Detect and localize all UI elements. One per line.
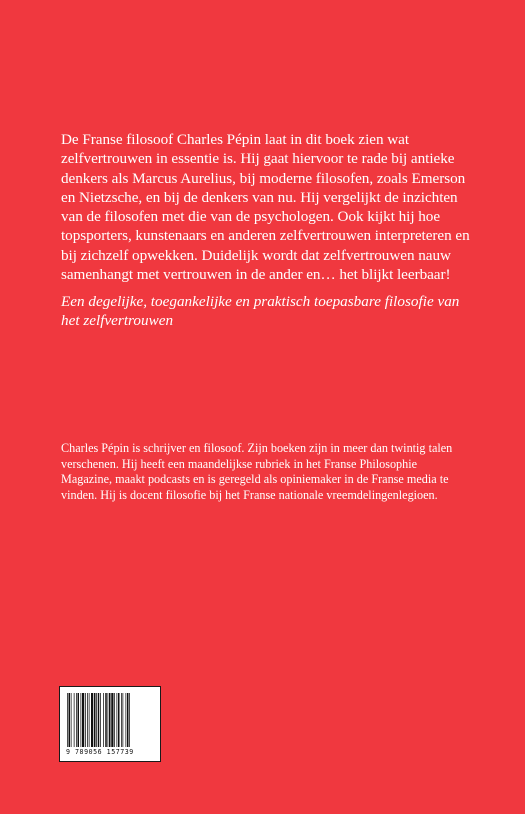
barcode-bar <box>108 693 109 747</box>
barcode-bar <box>71 693 72 747</box>
isbn-barcode <box>59 686 161 762</box>
back-cover-tagline: Een degelijke, toegankelijke en praktisch toepasbare filosofie van het zelfvertrouwen <box>61 293 460 330</box>
barcode-bar <box>85 693 86 747</box>
barcode-bar <box>94 693 96 747</box>
author-bio: Charles Pépin is schrijver en filosoof. Zijn boeken zijn in meer dan twintig talen verschenen. Hij heeft een maandelijkse rubriek in het Franse Philosophie Magazine, maakt podcasts en is geregeld als opiniemaker in de Franse media te vinden. Hij is docent filosofie bij het Franse nationale vreemdelingenlegioen. <box>61 441 453 502</box>
barcode-digits: 9 789056 157739 <box>66 748 134 756</box>
barcode-bar <box>126 693 127 747</box>
barcode-bar <box>74 693 75 747</box>
barcode-bar <box>121 693 122 747</box>
back-cover-blurb: De Franse filosoof Charles Pépin laat in dit boek zien wat zelfvertrouwen in essentie is. Hij gaat hiervoor te rade bij antieke denkers als Marcus Aurelius, bij moderne filosofen, zoals Emerson en Nietzsche, en bij de denkers van nu. Hij vergelijkt de inzichten van de filosofen met die van de psychologen. Ook kijkt hij hoe topsporters, kunstenaars en anderen zelfvertrouwen interpreteren en bij zichzelf opwekken. Duidelijk wordt dat zelfvertrouwen nauw samenhangt met vertrouwen in de ander en… het blijkt leerbaar! <box>61 131 470 284</box>
barcode-bar <box>67 693 68 747</box>
barcode-bar <box>117 693 118 747</box>
barcode-bar <box>81 693 82 747</box>
barcode-bar <box>103 693 104 747</box>
barcode-bar <box>98 693 100 747</box>
barcode-bar <box>100 693 101 747</box>
barcode-bar <box>87 693 88 747</box>
barcode-bar <box>89 693 90 747</box>
barcode-bar <box>111 693 113 747</box>
barcode-bar <box>76 693 77 747</box>
barcode-bar <box>91 693 93 747</box>
barcode-bar <box>109 693 111 747</box>
barcode-bar <box>123 693 124 747</box>
barcode-bar <box>129 693 130 747</box>
barcode-bar <box>78 693 80 747</box>
barcode-bar <box>96 693 97 747</box>
barcode-bar <box>69 693 71 747</box>
barcode-bar <box>114 693 115 747</box>
barcode-bars <box>66 693 156 747</box>
barcode-bar <box>82 693 84 747</box>
barcode-bar <box>105 693 107 747</box>
barcode-bar <box>127 693 129 747</box>
barcode-bar <box>118 693 120 747</box>
